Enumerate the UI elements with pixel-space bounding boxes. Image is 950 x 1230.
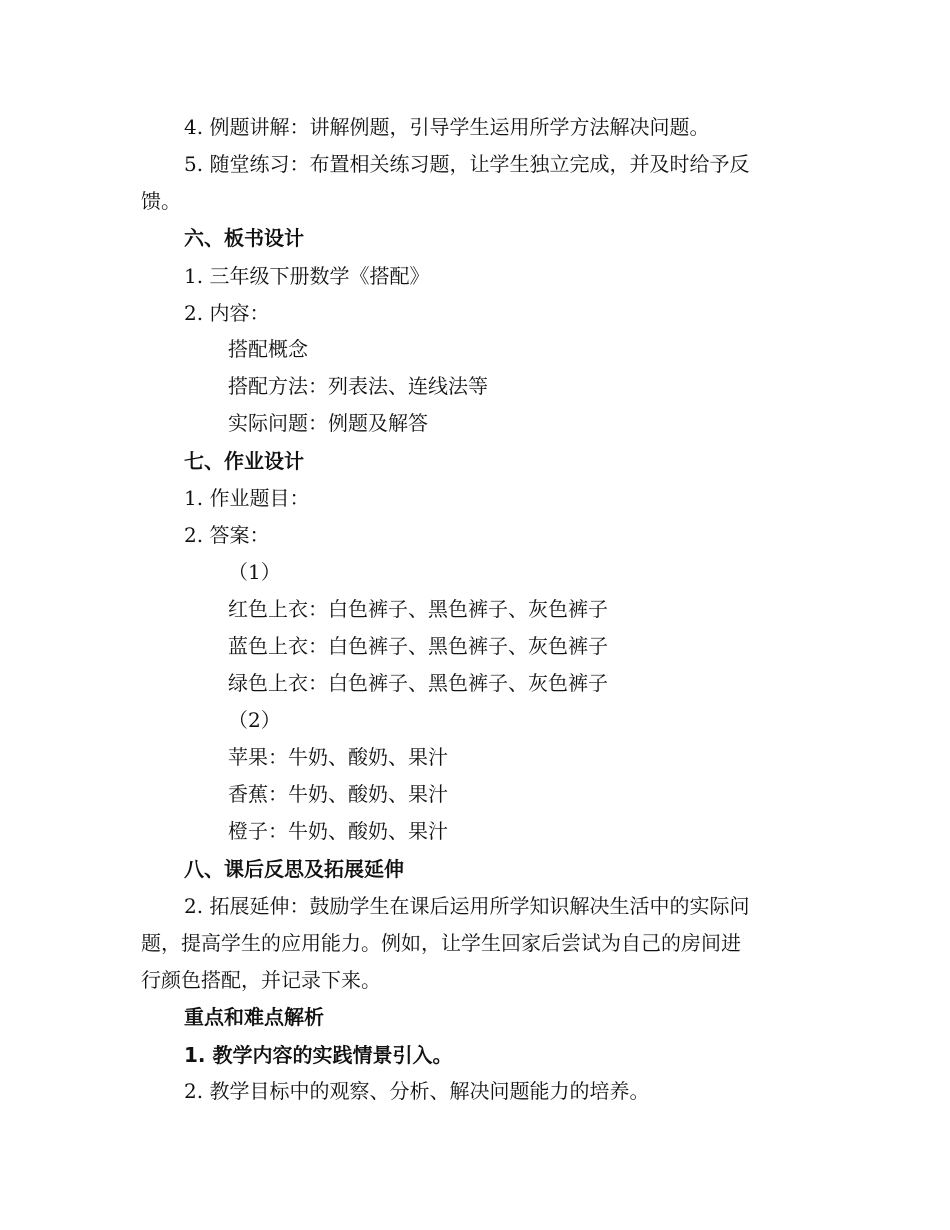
reflection-paragraph-line-3: 行颜色搭配，并记录下来。 bbox=[141, 968, 381, 992]
answer-line: 蓝色上衣：白色裤子、黑色裤子、灰色裤子 bbox=[228, 634, 608, 658]
answer-line: 绿色上衣：白色裤子、黑色裤子、灰色裤子 bbox=[228, 671, 608, 695]
section-heading-reflection: 八、课后反思及拓展延伸 bbox=[184, 857, 404, 881]
section-heading-key-points: 重点和难点解析 bbox=[184, 1005, 324, 1029]
reflection-paragraph-line-1: 2. 拓展延伸：鼓励学生在课后运用所学知识解决生活中的实际问 bbox=[184, 894, 750, 918]
board-content-line: 搭配方法：列表法、连线法等 bbox=[228, 374, 488, 398]
key-point-2: 2. 教学目标中的观察、分析、解决问题能力的培养。 bbox=[184, 1079, 650, 1103]
board-content-line: 实际问题：例题及解答 bbox=[228, 411, 428, 435]
reflection-paragraph-line-2: 题，提高学生的应用能力。例如，让学生回家后尝试为自己的房间进 bbox=[141, 931, 741, 955]
answer-line: 红色上衣：白色裤子、黑色裤子、灰色裤子 bbox=[228, 597, 608, 621]
answer-line: 橙子：牛奶、酸奶、果汁 bbox=[228, 819, 448, 843]
homework-item-1: 1. 作业题目： bbox=[184, 486, 310, 510]
step-4: 4. 例题讲解：讲解例题，引导学生运用所学方法解决问题。 bbox=[184, 115, 710, 139]
step-5-line-1: 5. 随堂练习：布置相关练习题，让学生独立完成，并及时给予反 bbox=[184, 152, 750, 176]
section-heading-board-design: 六、板书设计 bbox=[184, 226, 304, 250]
step-5-line-2: 馈。 bbox=[141, 189, 181, 213]
homework-item-2: 2. 答案： bbox=[184, 523, 270, 547]
board-item-1: 1. 三年级下册数学《搭配》 bbox=[184, 264, 430, 288]
key-point-1: 1. 教学内容的实践情景引入。 bbox=[184, 1043, 453, 1067]
board-item-2: 2. 内容： bbox=[184, 301, 270, 325]
answer-line: 香蕉：牛奶、酸奶、果汁 bbox=[228, 782, 448, 806]
section-heading-homework: 七、作业设计 bbox=[184, 449, 304, 473]
board-content-line: 搭配概念 bbox=[228, 337, 308, 361]
answer-line: 苹果：牛奶、酸奶、果汁 bbox=[228, 745, 448, 769]
answer-group-label: （1） bbox=[228, 560, 281, 584]
answer-group-label: （2） bbox=[228, 708, 281, 732]
